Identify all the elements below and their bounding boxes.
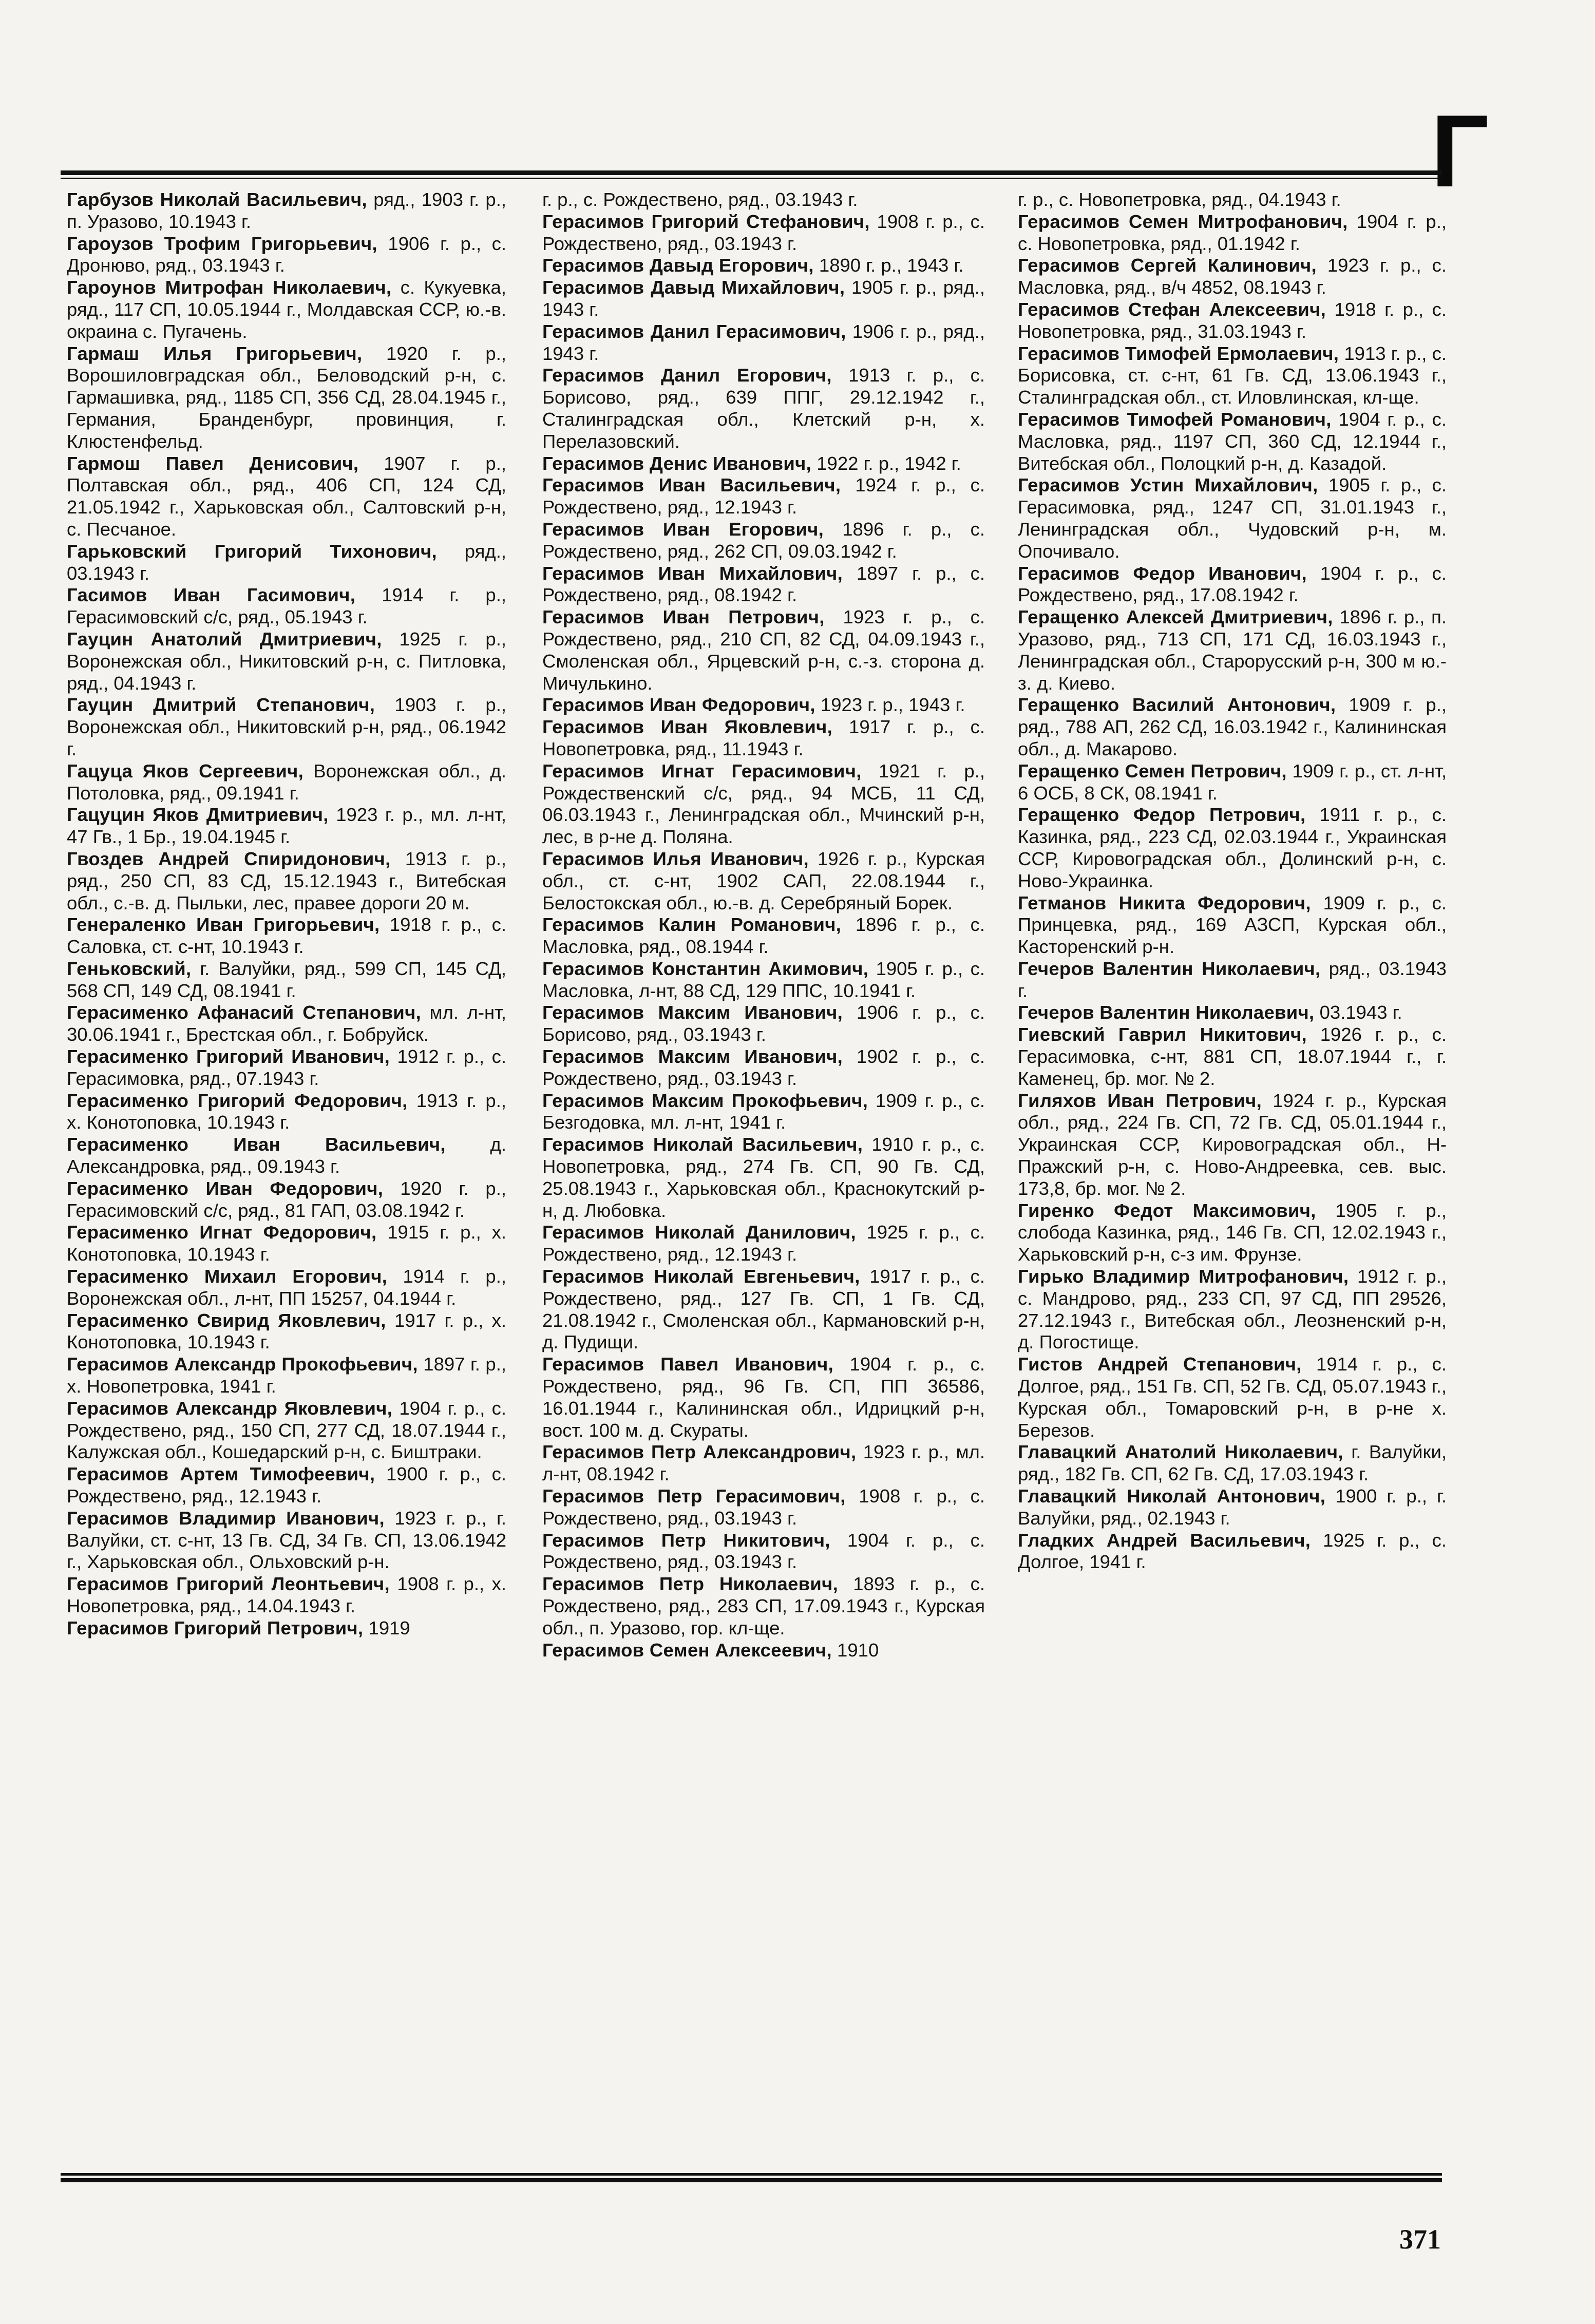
entry <box>67 1508 506 1573</box>
entry-name: Гацуца Яков Сергеевич, <box>67 760 304 782</box>
entry-name: Геращенко Василий Антонович, <box>1018 694 1336 716</box>
entry-details: ряд., 1903 г. р., п. Уразово, 10.1943 г. <box>67 189 506 232</box>
entry-details: 1908 г. р., х. Новопетровка, ряд., 14.04.1943 г. <box>67 1573 506 1616</box>
entry <box>1018 958 1447 1002</box>
entry-name: Герасимов Игнат Герасимович, <box>542 760 862 782</box>
entry-name: Герасимов Петр Герасимович, <box>542 1485 846 1507</box>
entry <box>1018 299 1447 343</box>
entry <box>67 760 506 805</box>
entry <box>542 1573 985 1639</box>
entry-details: 1907 г. р., Полтавская обл., ряд., 406 СП, 124 СД, 21.05.1942 г., Харьковская обл., Салтовский р-н, с. Песчаное. <box>67 452 506 540</box>
page-number: 371 <box>1399 2224 1441 2255</box>
entry <box>542 255 985 277</box>
entry-details: 1904 г. р., с. Масловка, ряд., 1197 СП, 360 СД, 12.1944 г., Витебская обл., Полоцкий р-н, д. Казадой. <box>1018 408 1447 474</box>
entry <box>542 1046 985 1090</box>
entry <box>67 1222 506 1266</box>
entry-details: г. Валуйки, ряд., 182 Гв. СП, 62 Гв. СД, 17.03.1943 г. <box>1018 1441 1447 1485</box>
entry-name: Герасимов Максим Иванович, <box>542 1002 843 1023</box>
entry-name: Герасимов Петр Александрович, <box>542 1441 857 1463</box>
entry-name: Герасимов Петр Никитович, <box>542 1529 830 1551</box>
entry <box>1018 606 1447 694</box>
entry-name: Гармаш Илья Григорьевич, <box>67 342 363 364</box>
entry <box>542 1354 985 1441</box>
entry <box>67 1002 506 1046</box>
entry-details: 1896 г. р., с. Масловка, ряд., 08.1944 г. <box>542 914 985 958</box>
entry-details: 1905 г. р., слобода Казинка, ряд., 146 Гв. СП, 12.02.1943 г., Харьковский р-н, с-з им. Фрунзе. <box>1018 1199 1447 1265</box>
entry-name: Генераленко Иван Григорьевич, <box>67 914 380 936</box>
entry-details: 1923 г. р., 1943 г. <box>820 694 965 716</box>
entry <box>542 277 985 321</box>
entry <box>542 1530 985 1574</box>
entry <box>67 189 506 233</box>
entry-details: 1918 г. р., с. Новопетровка, ряд., 31.03.1943 г. <box>1018 298 1447 342</box>
entry <box>542 563 985 607</box>
entry-name: Герасимов Максим Иванович, <box>542 1046 843 1068</box>
entry-details: 1904 г. р., с. Рождествено, ряд., 17.08.1942 г. <box>1018 562 1447 606</box>
entry <box>1018 189 1447 211</box>
entry-details: 1908 г. р., с. Рождествено, ряд., 03.1943 г. <box>542 1485 985 1529</box>
entry <box>542 189 985 211</box>
entry-details: 1909 г. р., с. Безгодовка, мл. л-нт, 1941 г. <box>542 1090 985 1133</box>
entry-name: Гасимов Иван Гасимович, <box>67 584 356 606</box>
entry <box>67 584 506 628</box>
entry-name: Герасимов Александр Яковлевич, <box>67 1397 393 1419</box>
entry <box>542 606 985 694</box>
entry-name: Герасимов Сергей Калинович, <box>1018 255 1317 276</box>
entry-name: Герасимов Семен Митрофанович, <box>1018 211 1348 232</box>
entry-details: 1917 г. р., с. Новопетровка, ряд., 11.1943 г. <box>542 716 985 759</box>
entry-details: 1905 г. р., с. Герасимовка, ряд., 1247 СП, 31.01.1943 г., Ленинградская обл., Чудовский р-н, м. Опочивало. <box>1018 474 1447 562</box>
entry-details: 1903 г. р., Воронежская обл., Никитовский р-н, ряд., 06.1942 г. <box>67 694 506 759</box>
entry <box>1018 1485 1447 1530</box>
entry <box>1018 804 1447 892</box>
entry-details: 1896 г. р., п. Уразово, ряд., 713 СП, 171 СД, 16.03.1943 г., Ленинградская обл., Старорусский р-н, 300 м ю.-з. д. Киево. <box>1018 606 1447 694</box>
entry-name: Гарбузов Николай Васильевич, <box>67 189 367 210</box>
entry <box>67 1573 506 1617</box>
entry-details: 1925 г. р., Воронежская обл., Никитовский р-н, с. Питловка, ряд., 04.1943 г. <box>67 628 506 694</box>
entry <box>1018 563 1447 607</box>
entry-details: 1914 г. р., Герасимовский с/с, ряд., 05.1943 г. <box>67 584 506 628</box>
entry <box>542 453 985 475</box>
entry-details: 1897 г. р., х. Новопетровка, 1941 г. <box>67 1354 506 1397</box>
text-column-2 <box>542 189 985 2166</box>
entry-details: 1924 г. р., с. Рождествено, ряд., 12.1943 г. <box>542 474 985 518</box>
entry-details: 1912 г. р., с. Мандрово, ряд., 233 СП, 97 СД, ПП 29526, 27.12.1943 г., Витебская обл., Леозненский р-н, д. Погостище. <box>1018 1266 1447 1353</box>
entry-name: Герасимов Иван Михайлович, <box>542 562 843 584</box>
entry-name: Герасимов Данил Герасимович, <box>542 320 846 342</box>
entry <box>67 1463 506 1508</box>
entry-name: Герасимов Григорий Леонтьевич, <box>67 1573 390 1595</box>
entry-details: 1911 г. р., с. Казинка, ряд., 223 СД, 02.03.1944 г., Украинская ССР, Кировоградская обл., Долинский р-н, с. Ново-Украинка. <box>1018 804 1447 891</box>
entry-details: с. Кукуевка, ряд., 117 СП, 10.05.1944 г., Молдавская ССР, ю.-в. окраина с. Пугачень. <box>67 277 506 342</box>
entry-name: Главацкий Николай Антонович, <box>1018 1485 1326 1507</box>
entry <box>542 1640 985 1662</box>
entry-name: Гиренко Федот Максимович, <box>1018 1199 1316 1221</box>
entry-name: Гауцин Анатолий Дмитриевич, <box>67 628 382 650</box>
entry <box>542 1222 985 1266</box>
footer-rule <box>61 2173 1442 2182</box>
entry-details: 1926 г. р., Курская обл., ст. с-нт, 1902 САП, 22.08.1944 г., Белостокская обл., ю.-в. д. Серебряный Борек. <box>542 848 985 913</box>
entry <box>1018 1200 1447 1266</box>
entry-details: 1910 <box>837 1639 879 1661</box>
entry-name: Главацкий Анатолий Николаевич, <box>1018 1441 1343 1463</box>
entry <box>67 343 506 453</box>
entry <box>542 716 985 760</box>
entry-name: Гиляхов Иван Петрович, <box>1018 1090 1262 1111</box>
entry-name: Гацуцин Яков Дмитриевич, <box>67 804 329 826</box>
entry-details: 1909 г. р., ряд., 788 АП, 262 СД, 16.03.1942 г., Калининская обл., д. Макарово. <box>1018 694 1447 759</box>
entry-name: Герасимов Калин Романович, <box>542 914 842 936</box>
entry <box>1018 1530 1447 1574</box>
entry <box>542 958 985 1002</box>
entry-name: Гечеров Валентин Николаевич, <box>1018 1002 1315 1023</box>
entry-name: Герасименко Михаил Егорович, <box>67 1266 388 1287</box>
entry <box>1018 760 1447 805</box>
entry-details: 1904 г. р., с. Рождествено, ряд., 150 СП, 277 СД, 18.07.1944 г., Калужская обл., Кошедарский р-н, с. Биштраки. <box>67 1397 506 1463</box>
entry-details: 1893 г. р., с. Рождествено, ряд., 283 СП, 17.09.1943 г., Курская обл., п. Уразово, гор. кл-ще. <box>542 1573 985 1639</box>
entry <box>1018 255 1447 299</box>
entry-details: 1904 г. р., с. Рождествено, ряд., 03.1943 г. <box>542 1529 985 1573</box>
entry-details: мл. л-нт, 30.06.1941 г., Брестская обл., г. Бобруйск. <box>67 1002 506 1045</box>
entry <box>542 474 985 519</box>
entry-details: д. Александровка, ряд., 09.1943 г. <box>67 1134 506 1177</box>
entry-details: 1925 г. р., с. Рождествено, ряд., 12.1943 г. <box>542 1222 985 1265</box>
entry-name: Герасименко Григорий Федорович, <box>67 1090 408 1111</box>
entry-name: Гароунов Митрофан Николаевич, <box>67 277 392 298</box>
entry-name: Герасимов Петр Николаевич, <box>542 1573 839 1595</box>
entry <box>542 1002 985 1046</box>
entry <box>542 848 985 914</box>
entry-name: Герасимов Григорий Петрович, <box>67 1617 364 1639</box>
entry-details: 1908 г. р., с. Рождествено, ряд., 03.1943 г. <box>542 211 985 254</box>
entry-details: 1925 г. р., с. Долгое, 1941 г. <box>1018 1529 1447 1573</box>
entry-details: г. р., с. Рождествено, ряд., 03.1943 г. <box>542 189 858 210</box>
entry-details: 1905 г. р., с. Масловка, л-нт, 88 СД, 129 ППС, 10.1941 г. <box>542 958 985 1001</box>
entry-details: 1909 г. р., с. Принцевка, ряд., 169 АЗСП, Курская обл., Касторенский р-н. <box>1018 892 1447 958</box>
entry-name: Гауцин Дмитрий Степанович, <box>67 694 375 716</box>
entry <box>542 211 985 255</box>
entry-details: 1921 г. р., Рождественский с/с, ряд., 94 МСБ, 11 СД, 06.03.1943 г., Ленинградская обл., Мчинский р-н, лес, в р-не д. Поляна. <box>542 760 985 848</box>
entry <box>67 233 506 277</box>
entry-details: 1904 г. р., с. Рождествено, ряд., 96 Гв. СП, ПП 36586, 16.01.1944 г., Калининская обл., Идрицкий р-н, вост. 100 м. д. Скураты. <box>542 1354 985 1441</box>
entry-name: Герасименко Иван Васильевич, <box>67 1134 446 1155</box>
entry-name: Герасимов Владимир Иванович, <box>67 1507 385 1529</box>
entry-name: Герасимов Денис Иванович, <box>542 452 812 474</box>
entry-name: Гароузов Трофим Григорьевич, <box>67 233 377 254</box>
entry <box>1018 1090 1447 1200</box>
text-column-3 <box>1018 189 1447 2166</box>
entry <box>67 848 506 914</box>
entry-details: 1926 г. р., с. Герасимовка, с-нт, 881 СП, 18.07.1944 г., г. Каменец, бр. мог. № 2. <box>1018 1024 1447 1089</box>
entry <box>67 804 506 848</box>
entry-details: 1920 г. р., Ворошиловградская обл., Беловодский р-н, с. Гармашивка, ряд., 1185 СП, 356 СД, 28.04.1945 г., Германия, Бранденбург, провинция, г. Клюстенфельд. <box>67 342 506 452</box>
entry <box>67 1266 506 1310</box>
entry-name: Геращенко Федор Петрович, <box>1018 804 1306 826</box>
entry <box>542 914 985 958</box>
entry-name: Герасимов Устин Михайлович, <box>1018 474 1318 496</box>
entry-name: Герасимов Тимофей Ермолаевич, <box>1018 342 1339 364</box>
header-rule <box>61 170 1442 179</box>
entry-details: 1923 г. р., с. Масловка, ряд., в/ч 4852, 08.1943 г. <box>1018 255 1447 298</box>
entry-name: Герасимов Илья Иванович, <box>542 848 809 869</box>
entry-name: Геращенко Семен Петрович, <box>1018 760 1287 782</box>
entry-details: 1905 г. р., ряд., 1943 г. <box>542 277 985 320</box>
entry <box>67 1090 506 1134</box>
entry-details: 1920 г. р., Герасимовский с/с, ряд., 81 ГАП, 03.08.1942 г. <box>67 1177 506 1221</box>
entry-name: Герасимов Иван Петрович, <box>542 606 825 628</box>
entry <box>1018 343 1447 409</box>
entry-details: 1900 г. р., г. Валуйки, ряд., 02.1943 г. <box>1018 1485 1447 1529</box>
entry-details: 1902 г. р., с. Рождествено, ряд., 03.1943 г. <box>542 1046 985 1089</box>
entry <box>67 277 506 342</box>
section-letter: Г <box>1431 94 1489 208</box>
entry-name: Гечеров Валентин Николаевич, <box>1018 958 1321 979</box>
entry-name: Герасимов Давыд Михайлович, <box>542 277 845 298</box>
entry-details: 1922 г. р., 1942 г. <box>817 452 961 474</box>
entry <box>67 958 506 1002</box>
entry <box>542 1266 985 1354</box>
entry-details: 1906 г. р., ряд., 1943 г. <box>542 320 985 364</box>
entry-name: Герасимов Иван Васильевич, <box>542 474 841 496</box>
entry <box>67 628 506 694</box>
entry-details: 1906 г. р., с. Борисово, ряд., 03.1943 г. <box>542 1002 985 1045</box>
entry <box>542 321 985 365</box>
entry-name: Герасимов Константин Акимович, <box>542 958 869 979</box>
entry <box>67 694 506 760</box>
entry-details: 1904 г. р., с. Новопетровка, ряд., 01.1942 г. <box>1018 211 1447 254</box>
entry-name: Герасимов Николай Евгеньевич, <box>542 1266 860 1287</box>
entry-name: Герасимов Федор Иванович, <box>1018 562 1307 584</box>
entry-name: Гладких Андрей Васильевич, <box>1018 1529 1311 1551</box>
entry <box>67 1398 506 1463</box>
entry <box>67 1046 506 1090</box>
entry-details: 1917 г. р., х. Конотоповка, 10.1943 г. <box>67 1309 506 1353</box>
entry-name: Герасимов Иван Федорович, <box>542 694 815 716</box>
entry <box>542 1134 985 1222</box>
entry-details: 1910 г. р., с. Новопетровка, ряд., 274 Гв. СП, 90 Гв. СД, 25.08.1943 г., Харьковская обл., Краснокутский р-н, д. Любовка. <box>542 1134 985 1221</box>
entry-details: 1923 г. р., с. Рождествено, ряд., 210 СП, 82 СД, 04.09.1943 г., Смоленская обл., Ярцевский р-н, с.-з. сторона д. Мичулькино. <box>542 606 985 694</box>
entry <box>1018 474 1447 562</box>
entry-name: Герасимов Семен Алексеевич, <box>542 1639 832 1661</box>
entry-details: 1923 г. р., мл. л-нт, 08.1942 г. <box>542 1441 985 1485</box>
entry <box>67 1178 506 1222</box>
entry-name: Герасимов Артем Тимофеевич, <box>67 1463 375 1485</box>
entry-name: Герасименко Игнат Федорович, <box>67 1222 377 1243</box>
entry-name: Герасимов Павел Иванович, <box>542 1354 834 1375</box>
entry-name: Геращенко Алексей Дмитриевич, <box>1018 606 1333 628</box>
entry <box>67 1134 506 1178</box>
entry-name: Герасимов Данил Егорович, <box>542 365 832 386</box>
entry-details: 1915 г. р., х. Конотоповка, 10.1943 г. <box>67 1222 506 1265</box>
entry-name: Герасимов Александр Прокофьевич, <box>67 1354 418 1375</box>
entry-name: Герасименко Иван Федорович, <box>67 1177 384 1199</box>
entry-name: Гармош Павел Денисович, <box>67 452 359 474</box>
entry-name: Герасимов Николай Васильевич, <box>542 1134 863 1155</box>
entry-name: Гиевский Гаврил Никитович, <box>1018 1024 1307 1045</box>
entry-name: Герасимов Давыд Егорович, <box>542 255 814 276</box>
entry-details: 1912 г. р., с. Герасимовка, ряд., 07.1943 г. <box>67 1046 506 1089</box>
text-column-1 <box>67 189 506 2166</box>
entry-name: Герасимов Николай Данилович, <box>542 1222 856 1243</box>
entry-name: Гирько Владимир Митрофанович, <box>1018 1266 1349 1287</box>
entry <box>67 1617 506 1640</box>
entry-details: ряд., 03.1943 г. <box>1018 958 1447 1001</box>
entry <box>542 519 985 563</box>
entry <box>542 694 985 716</box>
entry <box>542 1485 985 1530</box>
entry <box>1018 1266 1447 1354</box>
entry <box>542 760 985 848</box>
entry-name: Герасимов Григорий Стефанович, <box>542 211 870 232</box>
entry <box>67 1354 506 1398</box>
entry-details: 1913 г. р., с. Борисовка, ст. с-нт, 61 Гв. СД, 13.06.1943 г., Сталинградская обл., ст. Иловлинская, кл-ще. <box>1018 342 1447 408</box>
entry-name: Герасимов Тимофей Романович, <box>1018 408 1332 430</box>
entry-details: 1923 г. р., г. Валуйки, ст. с-нт, 13 Гв. СД, 34 Гв. СП, 13.06.1942 г., Харьковская обл., Ольховский р-н. <box>67 1507 506 1573</box>
entry-details: 1919 <box>368 1617 410 1639</box>
entry-name: Герасимов Максим Прокофьевич, <box>542 1090 868 1111</box>
entry <box>1018 211 1447 255</box>
entry <box>67 453 506 541</box>
entry <box>542 1090 985 1134</box>
entry-name: Гарьковский Григорий Тихонович, <box>67 540 437 562</box>
entry-name: Герасимов Стефан Алексеевич, <box>1018 298 1326 320</box>
entry <box>1018 1441 1447 1485</box>
entry <box>1018 1354 1447 1441</box>
entry <box>1018 694 1447 760</box>
entry-details: 1913 г. р., х. Конотоповка, 10.1943 г. <box>67 1090 506 1133</box>
entry <box>1018 892 1447 958</box>
entry <box>542 1441 985 1485</box>
entry-details: 1913 г. р., ряд., 250 СП, 83 СД, 15.12.1943 г., Витебская обл., с.-в. д. Пыльки, лес, правее дороги 20 м. <box>67 848 506 913</box>
entry-details: г. Валуйки, ряд., 599 СП, 145 СД, 568 СП, 149 СД, 08.1941 г. <box>67 958 506 1001</box>
entry <box>1018 1024 1447 1090</box>
entry-details: 1897 г. р., с. Рождествено, ряд., 08.1942 г. <box>542 562 985 606</box>
entry <box>67 1310 506 1354</box>
entry <box>67 914 506 958</box>
entry-details: 1913 г. р., с. Борисово, ряд., 639 ППГ, 29.12.1942 г., Сталинградская обл., Клетский р-н, х. Перелазовский. <box>542 365 985 452</box>
entry-name: Герасименко Григорий Иванович, <box>67 1046 390 1068</box>
entry <box>542 365 985 452</box>
entry-details: 1917 г. р., с. Рождествено, ряд., 127 Гв. СП, 1 Гв. СД, 21.08.1942 г., Смоленская обл., Кармановский р-н, д. Пудищи. <box>542 1266 985 1353</box>
entry-details: 1923 г. р., мл. л-нт, 47 Гв., 1 Бр., 19.04.1945 г. <box>67 804 506 848</box>
entry-details: г. р., с. Новопетровка, ряд., 04.1943 г. <box>1018 189 1341 210</box>
entry-name: Герасименко Афанасий Степанович, <box>67 1002 422 1023</box>
entry-name: Герасимов Иван Егорович, <box>542 518 824 540</box>
entry <box>1018 1002 1447 1024</box>
entry-name: Герасименко Свирид Яковлевич, <box>67 1309 386 1331</box>
entry-details: 1900 г. р., с. Рождествено, ряд., 12.1943 г. <box>67 1463 506 1507</box>
entry-details: Воронежская обл., д. Потоловка, ряд., 09.1941 г. <box>67 760 506 804</box>
entry <box>67 541 506 585</box>
entry-details: 1896 г. р., с. Рождествено, ряд., 262 СП, 09.03.1942 г. <box>542 518 985 562</box>
entry <box>1018 409 1447 474</box>
entry-details: 1890 г. р., 1943 г. <box>819 255 964 276</box>
entry-name: Гвоздев Андрей Спиридонович, <box>67 848 391 869</box>
entry-details: 1906 г. р., с. Дронюво, ряд., 03.1943 г. <box>67 233 506 276</box>
entry-details: 1909 г. р., ст. л-нт, 6 ОСБ, 8 СК, 08.1941 г. <box>1018 760 1447 804</box>
entry-details: 1918 г. р., с. Саловка, ст. с-нт, 10.1943 г. <box>67 914 506 958</box>
entry-details: 1914 г. р., Воронежская обл., л-нт, ПП 15257, 04.1944 г. <box>67 1266 506 1309</box>
entry-name: Геньковский, <box>67 958 192 979</box>
entry-name: Гистов Андрей Степанович, <box>1018 1354 1302 1375</box>
entry-details: 1914 г. р., с. Долгое, ряд., 151 Гв. СП, 52 Гв. СД, 05.07.1943 г., Курская обл., Томаровский р-н, в р-не х. Березов. <box>1018 1354 1447 1441</box>
entry-name: Герасимов Иван Яковлевич, <box>542 716 833 738</box>
entry-details: 03.1943 г. <box>1319 1002 1402 1023</box>
entry-details: 1924 г. р., Курская обл., ряд., 224 Гв. СП, 72 Гв. СД, 05.01.1944 г., Украинская ССР, Кировоградская обл., Н-Пражский р-н, с. Ново-Андреевка, сев. выс. 173,8, бр. мог. № 2. <box>1018 1090 1447 1199</box>
entry-details: ряд., 03.1943 г. <box>67 540 506 584</box>
entry-name: Гетманов Никита Федорович, <box>1018 892 1311 913</box>
